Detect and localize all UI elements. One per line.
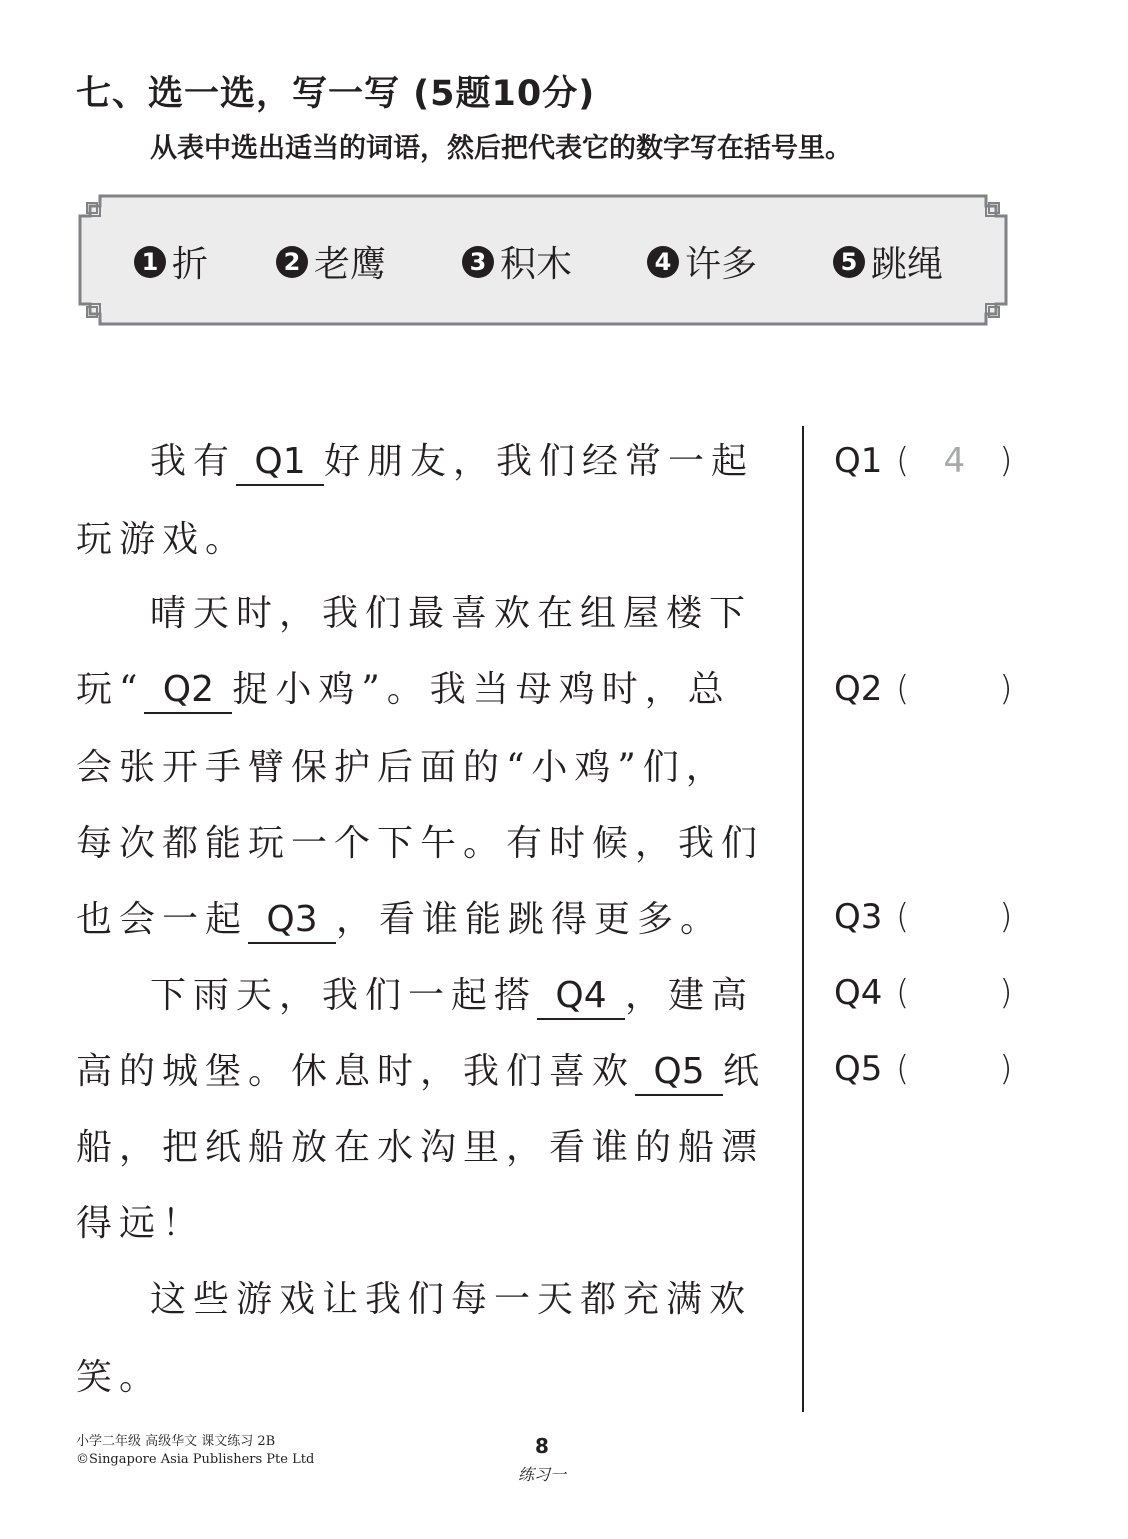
answer-label: Q2 — [834, 669, 883, 709]
number-badge-5: 5 — [833, 246, 865, 278]
passage-text: 也会一起 — [76, 899, 249, 940]
word-option-2 — [276, 236, 386, 287]
blank-q2: Q2 — [144, 672, 232, 714]
open-paren: ( — [896, 973, 910, 1013]
page-number: 8 — [535, 1434, 549, 1458]
word-option-5 — [833, 236, 943, 287]
passage-line-6: 每次都能玩一个下午。有时候，我们 — [76, 823, 765, 864]
close-paren: ) — [999, 441, 1013, 481]
footer-copyright: ©Singapore Asia Publishers Pte Ltd — [76, 1452, 315, 1467]
word-text-4: 许多 — [685, 244, 758, 285]
word-option-3 — [462, 236, 572, 287]
word-text-2: 老鹰 — [314, 244, 387, 285]
answer-label: Q1 — [834, 441, 883, 481]
footer-book-title: 小学二年级 高级华文 课文练习 2B — [76, 1434, 276, 1449]
passage-text: 下雨天，我们一起搭 — [150, 975, 538, 1016]
instruction-text: 从表中选出适当的词语，然后把代表它的数字写在括号里。 — [150, 133, 852, 164]
answer-row-q2 — [834, 669, 1013, 709]
number-badge-1: 1 — [134, 246, 166, 278]
passage-text: 我有 — [150, 441, 237, 482]
footer-credits — [76, 1433, 314, 1469]
word-text-3: 积木 — [500, 244, 573, 285]
open-paren: ( — [896, 897, 910, 937]
blank-q5: Q5 — [635, 1054, 723, 1096]
answer-label: Q4 — [834, 973, 883, 1013]
blank-q3: Q3 — [248, 902, 336, 944]
answer-row-q5 — [834, 1049, 1013, 1089]
passage-text: ，看谁能跳得更多。 — [336, 899, 724, 940]
answer-row-q4 — [834, 973, 1013, 1013]
passage-line-13: 笑。 — [76, 1357, 163, 1398]
close-paren: ) — [999, 897, 1013, 937]
answer-label: Q5 — [834, 1049, 883, 1089]
open-paren: ( — [896, 1049, 910, 1089]
passage-line-5: 会张开手臂保护后面的“小鸡”们， — [76, 747, 729, 788]
answer-row-q1 — [834, 441, 1013, 481]
close-paren: ) — [999, 669, 1013, 709]
passage-text: ，建高 — [625, 975, 755, 1016]
answer-row-q3 — [834, 897, 1013, 937]
passage-text: 纸 — [723, 1051, 767, 1092]
section-title: 七、选一选，写一写 (5题10分) — [76, 74, 596, 114]
passage-text: 玩“ — [76, 669, 145, 710]
section-label: 练习一 — [517, 1465, 566, 1484]
answer-input-q1[interactable]: 4 — [943, 441, 966, 481]
word-option-1 — [134, 236, 208, 287]
close-paren: ) — [999, 973, 1013, 1013]
word-text-5: 跳绳 — [871, 244, 944, 285]
passage-text: 高的城堡。休息时，我们喜欢 — [76, 1051, 636, 1092]
column-divider — [802, 426, 804, 1412]
answer-label: Q3 — [834, 897, 883, 937]
passage-line-10: 船，把纸船放在水沟里，看谁的船漂 — [76, 1127, 765, 1168]
number-badge-2: 2 — [276, 246, 308, 278]
passage-line-9 — [76, 1051, 767, 1096]
passage-line-11: 得远！ — [76, 1203, 206, 1244]
close-paren: ) — [999, 1049, 1013, 1089]
passage-line-12: 这些游戏让我们每一天都充满欢 — [150, 1279, 753, 1320]
word-option-4 — [647, 236, 757, 287]
passage-line-2: 玩游戏。 — [76, 519, 249, 560]
number-badge-4: 4 — [647, 246, 679, 278]
number-badge-3: 3 — [462, 246, 494, 278]
blank-q4: Q4 — [537, 978, 625, 1020]
passage-text: 好朋友，我们经常一起 — [324, 441, 755, 482]
passage-line-8 — [150, 975, 755, 1020]
passage-text: 捉小鸡”。我当母鸡时，总 — [232, 669, 731, 710]
passage-line-3: 晴天时，我们最喜欢在组屋楼下 — [150, 593, 753, 634]
open-paren: ( — [896, 441, 910, 481]
passage-line-7 — [76, 899, 724, 944]
word-text-1: 折 — [172, 244, 209, 285]
blank-q1: Q1 — [236, 444, 324, 486]
open-paren: ( — [896, 669, 910, 709]
passage-line-4 — [76, 669, 731, 714]
passage-line-1 — [150, 441, 755, 486]
